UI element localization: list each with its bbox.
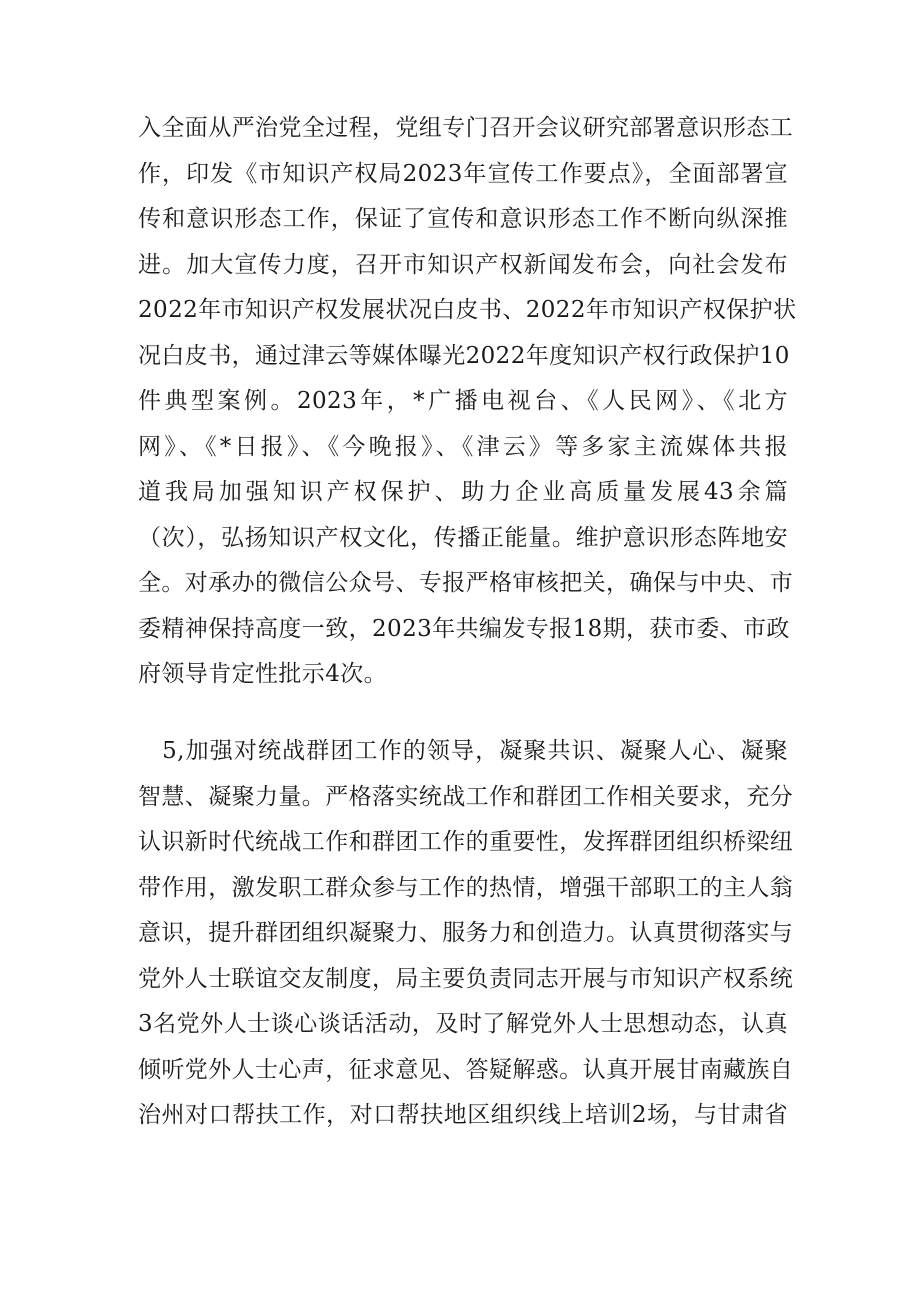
text-line: 智慧、凝聚力量。严格落实统战工作和群团工作相关要求，充分: [138, 783, 794, 810]
text-line: 倾听党外人士心声，征求意见、答疑解惑。认真开展甘南藏族自: [138, 1056, 794, 1083]
text-line: 网》、《*日报》、《今晚报》、《津云》等多家主流媒体共报: [138, 433, 788, 460]
text-line: 5,加强对统战群团工作的领导，凝聚共识、凝聚人心、凝聚: [138, 738, 788, 764]
text-line: 党外人士联谊交友制度，局主要负责同志开展与市知识产权系统: [138, 965, 794, 992]
text-line: 进。加大宣传力度，召开市知识产权新闻发布会，向社会发布: [138, 251, 788, 278]
text-line: 全。对承办的微信公众号、专报严格审核把关，确保与中央、市: [138, 570, 794, 596]
text-line: 作，印发《市知识产权局2023年宣传工作要点》，全面部署宣: [138, 160, 788, 187]
text-line: 道我局加强知识产权保护、助力企业高质量发展43余篇: [138, 479, 788, 505]
text-line: 意识，提升群团组织凝聚力、服务力和创造力。认真贯彻落实与: [138, 920, 794, 946]
text-line: 2022年市知识产权发展状况白皮书、2022年市知识产权保护状: [138, 297, 797, 323]
text-line: 府领导肯定性批示4次。: [138, 661, 388, 687]
text-line: 治州对口帮扶工作，对口帮扶地区组织线上培训2场，与甘肃省: [138, 1102, 788, 1128]
text-line: 委精神保持高度一致，2023年共编发专报18期，获市委、市政: [138, 615, 790, 642]
paragraph-united-front-work: [138, 729, 794, 1139]
text-line: 3名党外人士谈心谈话活动，及时了解党外人士思想动态，认真: [138, 1011, 788, 1037]
text-line: 认识新时代统战工作和群团工作的重要性，发挥群团组织桥梁纽: [138, 829, 794, 855]
text-line: 件典型案例。2023年，*广播电视台、《人民网》、《北方: [138, 388, 788, 414]
text-line: 入全面从严治党全过程，党组专门召开会议研究部署意识形态工: [138, 115, 794, 141]
text-line: 况白皮书，通过津云等媒体曝光2022年度知识产权行政保护10: [138, 342, 790, 369]
text-line: 带作用，激发职工群众参与工作的热情，增强干部职工的主人翁: [138, 874, 794, 901]
text-line: 传和意识形态工作，保证了宣传和意识形态工作不断向纵深推: [138, 206, 788, 232]
paragraph-propaganda-ideology: [138, 106, 797, 698]
text-line: （次），弘扬知识产权文化，传播正能量。维护意识形态阵地安: [138, 524, 788, 551]
